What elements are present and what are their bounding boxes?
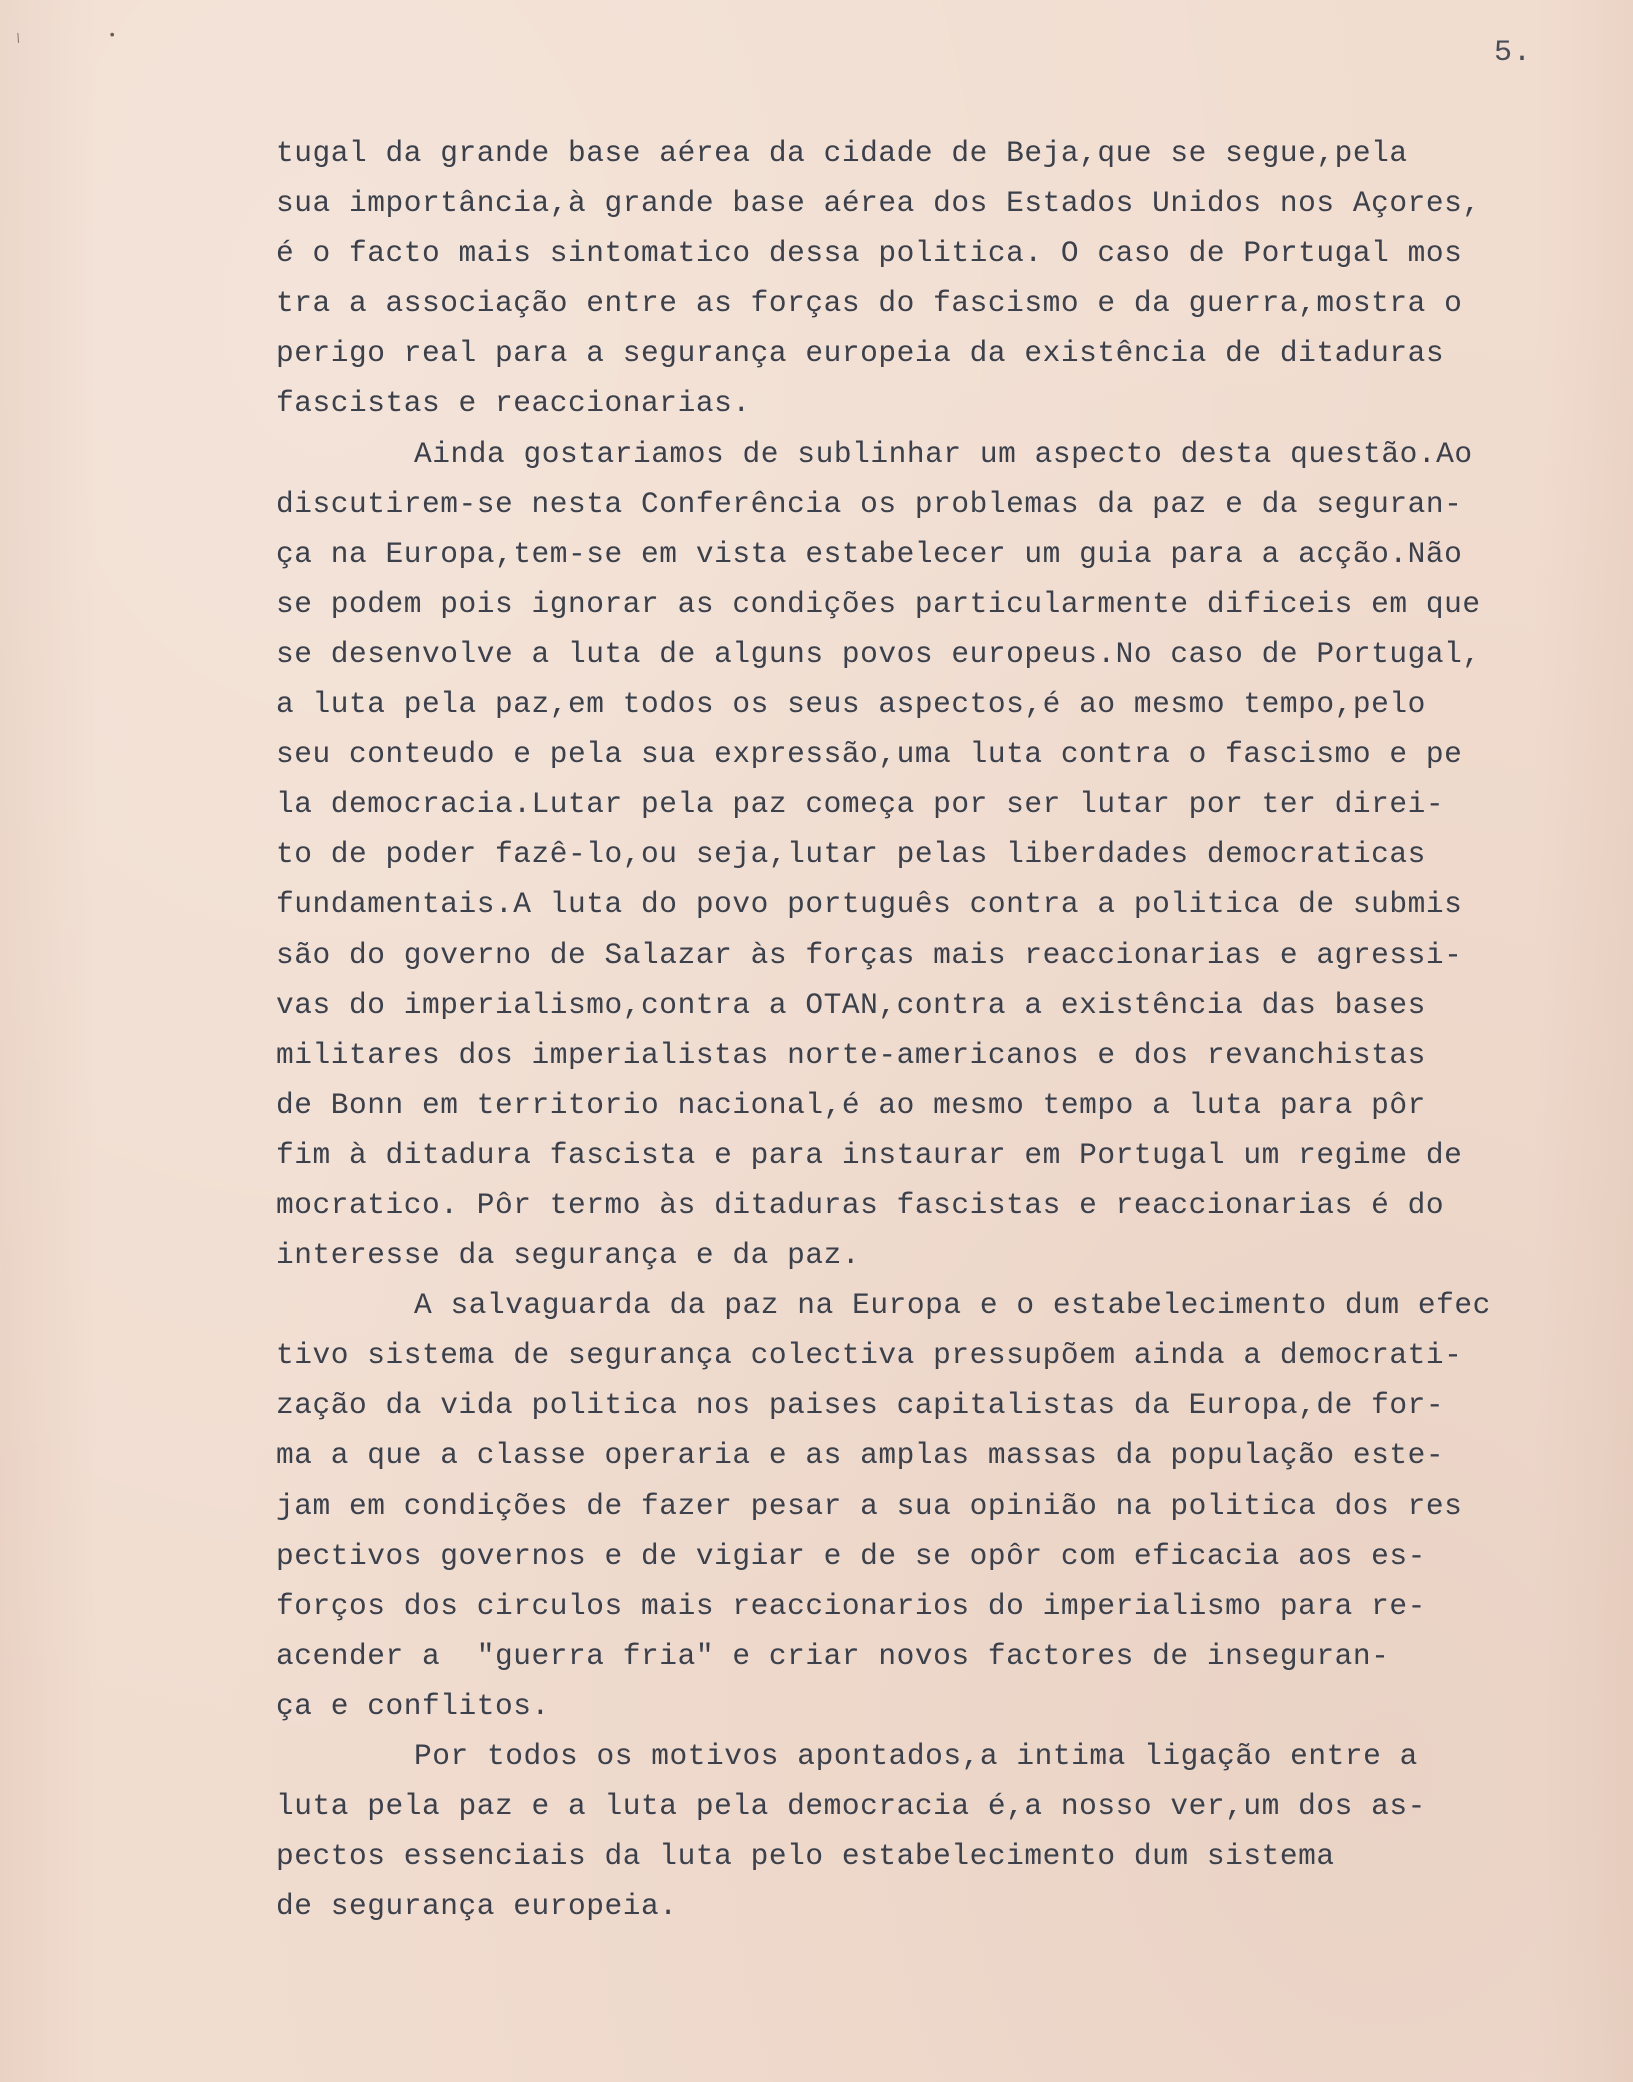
text-line: Por todos os motivos apontados,a intima ligação entre a: [414, 1739, 1418, 1773]
text-line: fascistas e reaccionarias.: [276, 386, 751, 421]
text-line: é o facto mais sintomatico dessa politica. O caso de Portugal mos: [276, 236, 1463, 271]
text-line: seu conteudo e pela sua expressão,uma luta contra o fascismo e pe: [276, 737, 1463, 772]
text-line: a luta pela paz,em todos os seus aspectos,é ao mesmo tempo,pelo: [276, 687, 1426, 722]
text-line: perigo real para a segurança europeia da existência de ditaduras: [276, 336, 1445, 371]
text-line: ça e conflitos.: [276, 1688, 550, 1723]
corner-mark: \: [11, 31, 24, 47]
text-line: mocratico. Pôr termo às ditaduras fascistas e reaccionarias é do: [276, 1187, 1445, 1222]
text-line: forços dos circulos mais reaccionarios do imperialismo para re-: [276, 1588, 1426, 1623]
text-line: jam em condições de fazer pesar a sua opinião na politica dos res: [276, 1488, 1463, 1523]
text-line: tivo sistema de segurança colectiva pressupõem ainda a democrati-: [276, 1338, 1463, 1373]
text-line: Ainda gostariamos de sublinhar um aspecto desta questão.Ao: [414, 436, 1473, 471]
text-line: se desenvolve a luta de alguns povos europeus.No caso de Portugal,: [276, 636, 1481, 671]
text-line: ma a que a classe operaria e as amplas massas da população este-: [276, 1438, 1445, 1473]
text-line: pectos essenciais da luta pelo estabelecimento dum sistema: [276, 1839, 1335, 1874]
text-line: militares dos imperialistas norte-americanos e dos revanchistas: [276, 1037, 1426, 1072]
text-line: la democracia.Lutar pela paz começa por ser lutar por ter direi-: [276, 787, 1445, 822]
paragraph: [276, 1731, 1596, 1931]
text-line: tra a associação entre as forças do fascismo e da guerra,mostra o: [276, 286, 1463, 321]
paragraph: [276, 429, 1596, 1281]
text-line: fundamentais.A luta do povo português contra a politica de submis: [276, 887, 1463, 922]
page-number: 5.: [1494, 36, 1533, 70]
text-line: sua importância,à grande base aérea dos Estados Unidos nos Açores,: [276, 186, 1481, 221]
text-line: zação da vida politica nos paises capitalistas da Europa,de for-: [276, 1388, 1445, 1423]
text-line: tugal da grande base aérea da cidade de Beja,que se segue,pela: [276, 136, 1408, 170]
text-line: são do governo de Salazar às forças mais reaccionarias e agressi-: [276, 937, 1463, 972]
text-line: ça na Europa,tem-se em vista estabelecer um guia para a acção.Não: [276, 536, 1463, 571]
text-line: fim à ditadura fascista e para instaurar em Portugal um regime de: [276, 1137, 1463, 1172]
text-line: se podem pois ignorar as condições particularmente dificeis em que: [276, 586, 1481, 621]
text-line: pectivos governos e de vigiar e de se opôr com eficacia aos es-: [276, 1538, 1426, 1573]
paragraph: [276, 128, 1596, 429]
text-line: de Bonn em territorio nacional,é ao mesmo tempo a luta para pôr: [276, 1087, 1426, 1122]
text-line: discutirem-se nesta Conferência os problemas da paz e da seguran-: [276, 486, 1463, 521]
text-line: A salvaguarda da paz na Europa e o estabelecimento dum efec: [414, 1288, 1491, 1323]
text-line: vas do imperialismo,contra a OTAN,contra a existência das bases: [276, 987, 1426, 1022]
corner-dot: •: [108, 28, 117, 44]
text-line: de segurança europeia.: [276, 1889, 678, 1924]
document-body: [276, 128, 1596, 1931]
text-line: interesse da segurança e da paz.: [276, 1238, 861, 1273]
text-line: acender a "guerra fria" e criar novos factores de inseguran-: [276, 1638, 1390, 1673]
text-line: to de poder fazê-lo,ou seja,lutar pelas liberdades democraticas: [276, 837, 1426, 872]
text-line: luta pela paz e a luta pela democracia é,a nosso ver,um dos as-: [276, 1789, 1426, 1824]
paragraph: [276, 1280, 1596, 1731]
